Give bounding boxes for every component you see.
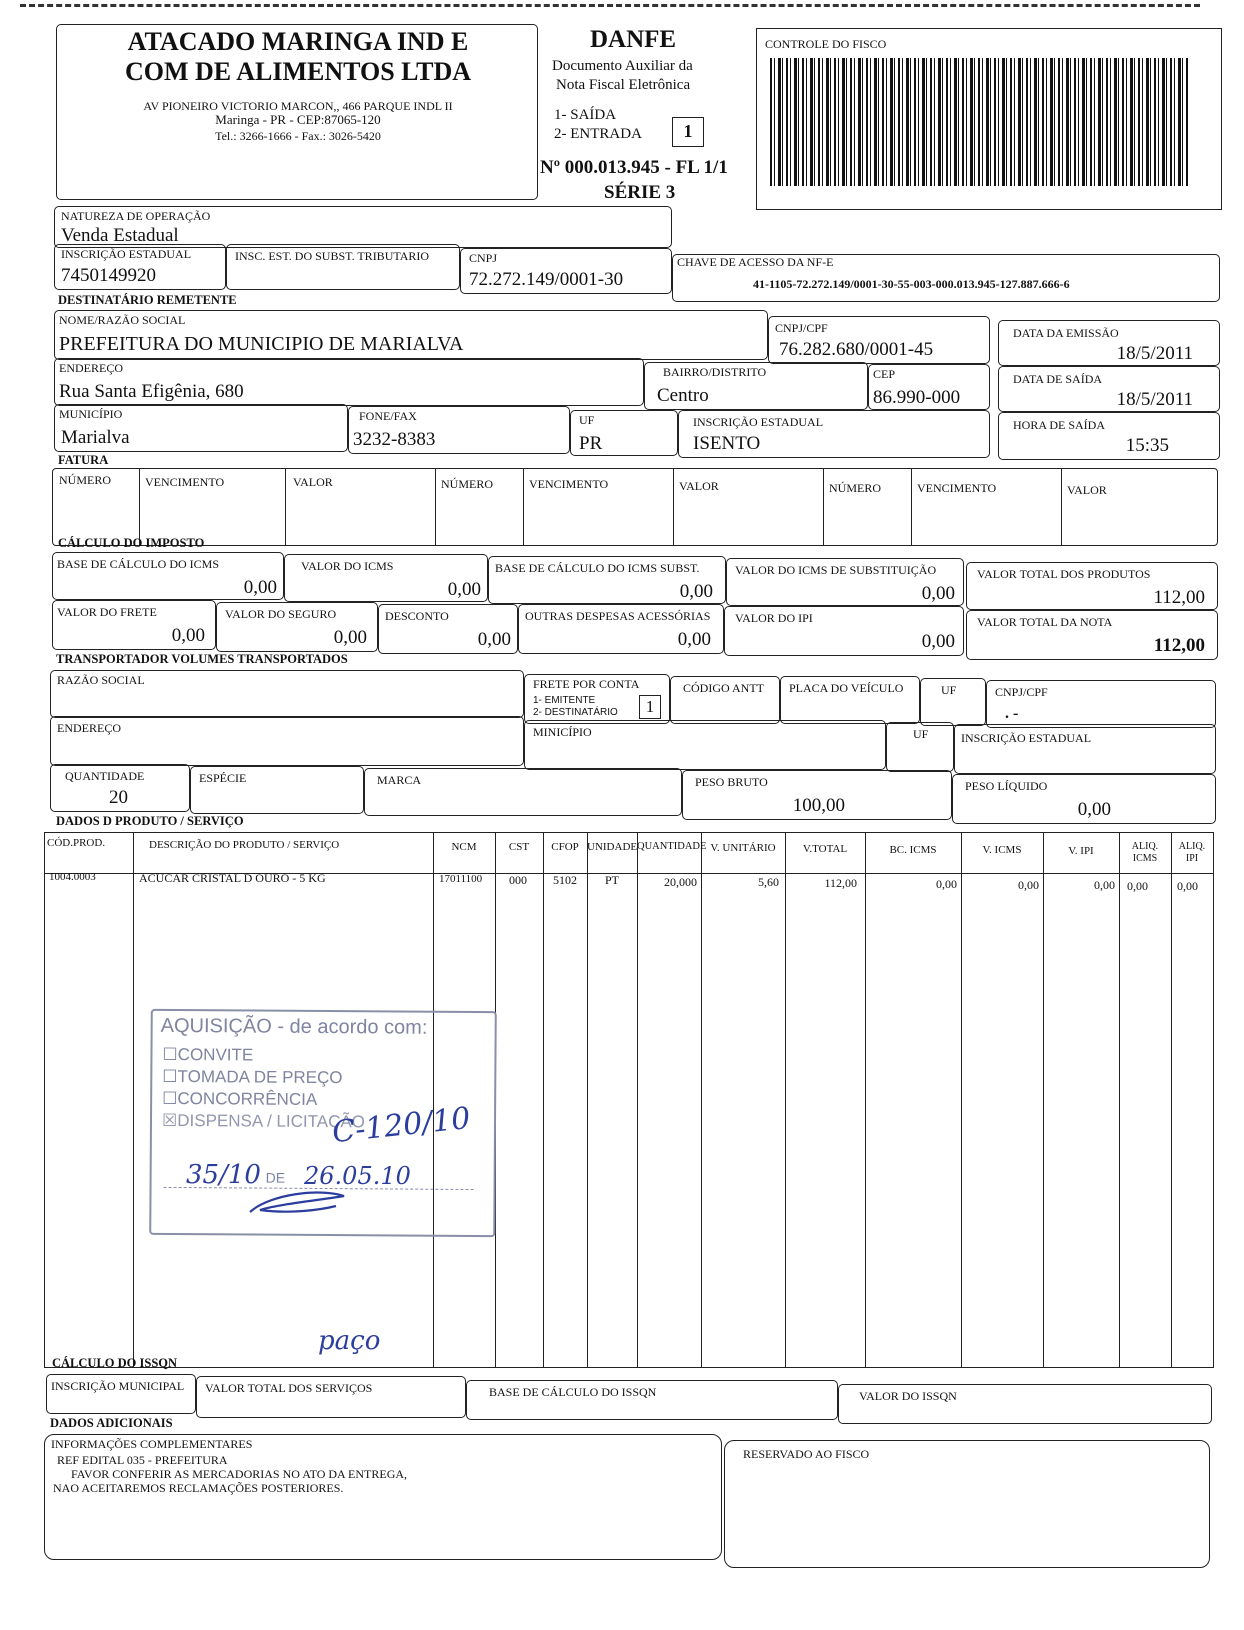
transp-placa-label: PLACA DO VEÍCULO — [789, 681, 904, 695]
base-icms-label: BASE DE CÁLCULO DO ICMS — [57, 557, 220, 571]
stamp-title: AQUISIÇÃO - de acordo com: — [160, 1014, 428, 1039]
info-line-3: NAO ACEITAREMOS RECLAMAÇÕES POSTERIORES. — [53, 1481, 344, 1495]
row-ncm: 17011100 — [439, 873, 483, 885]
transp-municipio-box — [524, 720, 886, 770]
issqn-valor-box — [838, 1384, 1212, 1424]
ie-box — [54, 244, 226, 290]
th-desc: DESCRIÇÃO DO PRODUTO / SERVIÇO — [149, 839, 340, 851]
fatura-valor-3: VALOR — [1067, 483, 1107, 497]
stamp-option-convite: ☐CONVITE — [162, 1044, 254, 1065]
issqn-servicos-label: VALOR TOTAL DOS SERVIÇOS — [205, 1381, 373, 1395]
transp-frete-value: 1 — [645, 697, 655, 716]
fatura-vencimento-3: VENCIMENTO — [917, 481, 997, 495]
natureza-value: Venda Estadual — [61, 225, 179, 246]
th-aliq-icms-2: ICMS — [1132, 853, 1158, 864]
total-produtos-box — [966, 562, 1218, 610]
th-cod: CÓD.PROD. — [47, 837, 106, 849]
transp-razao-box — [50, 670, 524, 718]
row-vtotal: 112,00 — [824, 876, 857, 890]
base-icms-value: 0,00 — [243, 577, 277, 598]
ipi-box — [724, 606, 964, 656]
stamp-option-tomada: ☐TOMADA DE PREÇO — [162, 1066, 343, 1088]
imposto-section: CÁLCULO DO IMPOSTO — [58, 536, 205, 550]
fatura-valor-2: VALOR — [679, 479, 719, 493]
total-produtos-value: 112,00 — [1153, 587, 1205, 608]
transp-marca-box — [364, 768, 682, 816]
stamp-option-dispensa-label: DISPENSA / LICITAÇÃO — [177, 1110, 366, 1132]
info-complementares-label: INFORMAÇÕES COMPLEMENTARES — [51, 1437, 253, 1451]
th-aliq-icms-1: ALIQ. — [1131, 841, 1159, 852]
danfe-entrada: 2- ENTRADA — [554, 126, 642, 142]
stamp-de: DE — [265, 1169, 286, 1186]
dest-hora-value: 15:35 — [1125, 435, 1169, 456]
transp-razao-label: RAZÃO SOCIAL — [57, 673, 145, 687]
transp-quantidade-box — [50, 764, 190, 812]
th-vtotal: V.TOTAL — [802, 843, 848, 855]
transp-cnpj-value: . - — [1005, 705, 1019, 722]
th-aliq-ipi-2: IPI — [1185, 853, 1199, 864]
transp-uf2-box — [886, 722, 954, 772]
row-vunit: 5,60 — [758, 875, 779, 889]
reservado-fisco-label: RESERVADO AO FISCO — [743, 1447, 870, 1461]
frete-value: 0,00 — [171, 625, 205, 646]
issqn-section: CÁLCULO DO ISSQN — [52, 1356, 178, 1370]
ipi-label: VALOR DO IPI — [735, 611, 813, 625]
dest-bairro-value: Centro — [657, 385, 709, 406]
row-aliq-ipi: 0,00 — [1177, 879, 1198, 893]
row-unidade: PT — [605, 873, 620, 887]
dest-nome-box — [54, 310, 768, 360]
transp-frete-opt1: 1- EMITENTE — [533, 695, 596, 706]
total-nota-value: 112,00 — [1153, 635, 1205, 656]
outras-label: OUTRAS DESPESAS ACESSÓRIAS — [525, 609, 711, 623]
transp-peso-bruto-box — [682, 770, 952, 820]
transp-frete-opt2: 2- DESTINATÁRIO — [533, 707, 618, 718]
company-name-line1: ATACADO MARINGA IND E — [127, 27, 469, 56]
valor-subst-label: VALOR DO ICMS DE SUBSTITUIÇÃO — [735, 563, 937, 577]
dest-cnpj-label: CNPJ/CPF — [775, 321, 828, 335]
row-aliq-icms: 0,00 — [1127, 879, 1148, 893]
dest-ie-label: INSCRIÇÃO ESTADUAL — [693, 415, 824, 429]
transp-cnpj-box — [986, 680, 1216, 728]
desconto-label: DESCONTO — [385, 609, 449, 623]
dest-municipio-value: Marialva — [61, 427, 130, 448]
th-vicms: V. ICMS — [982, 844, 1022, 856]
hand-code: C-120/10 — [330, 1100, 473, 1151]
dest-uf-label: UF — [579, 413, 595, 427]
emitente-box — [56, 24, 538, 200]
th-unidade: UNIDADE — [587, 841, 638, 853]
dest-bairro-label: BAIRRO/DISTRITO — [663, 365, 767, 379]
total-produtos-label: VALOR TOTAL DOS PRODUTOS — [977, 567, 1151, 581]
row-vipi: 0,00 — [1094, 878, 1115, 892]
hand-number: 35/10 — [186, 1160, 261, 1190]
hand-date: 26.05.10 — [304, 1162, 411, 1190]
th-cst: CST — [508, 841, 530, 853]
th-ncm: NCM — [451, 841, 477, 853]
transp-especie-box — [190, 766, 364, 814]
dest-endereco-box — [54, 358, 644, 406]
dest-municipio-label: MUNICÍPIO — [59, 407, 123, 421]
dest-saida-value: 18/5/2011 — [1116, 389, 1193, 410]
seguro-value: 0,00 — [333, 627, 367, 648]
dest-endereco-label: ENDEREÇO — [59, 361, 123, 375]
danfe-serie: SÉRIE 3 — [604, 182, 676, 203]
dest-fone-value: 3232-8383 — [353, 429, 436, 450]
fatura-section: FATURA — [58, 453, 109, 467]
dest-fone-label: FONE/FAX — [359, 409, 417, 423]
controle-fisco-label: CONTROLE DO FISCO — [765, 37, 887, 51]
dest-ie-value: ISENTO — [693, 433, 761, 454]
valor-subst-box — [726, 558, 964, 606]
dest-uf-box — [570, 410, 678, 456]
transp-uf2-label: UF — [913, 727, 929, 741]
ie-value: 7450149920 — [61, 265, 156, 286]
transp-antt-label: CÓDIGO ANTT — [683, 681, 764, 695]
dest-cep-label: CEP — [873, 367, 896, 381]
dest-cep-box — [868, 364, 990, 410]
dest-endereco-value: Rua Santa Efigênia, 680 — [59, 381, 244, 402]
dest-uf-value: PR — [579, 433, 603, 454]
base-subst-label: BASE DE CÁLCULO DO ICMS SUBST. — [495, 561, 700, 575]
chave-value: 41-1105-72.272.149/0001-30-55-003-000.013.945-127.887.666-6 — [753, 277, 1070, 291]
transp-uf-box — [920, 678, 986, 726]
cnpj-label: CNPJ — [469, 251, 498, 265]
company-address: AV PIONEIRO VICTORIO MARCON,, 466 PARQUE INDL II — [143, 99, 453, 113]
row-cst: 000 — [509, 873, 527, 887]
row-quantidade: 20,000 — [664, 875, 697, 889]
destinatario-section: DESTINATÁRIO REMETENTE — [58, 293, 237, 307]
dest-emissao-label: DATA DA EMISSÃO — [1013, 326, 1119, 340]
stamp-option-concorrencia-label: CONCORRÊNCIA — [177, 1088, 318, 1109]
fatura-numero-3: NÚMERO — [829, 481, 882, 495]
ie-label: INSCRIÇÃO ESTADUAL — [61, 247, 192, 261]
info-line-2: FAVOR CONFERIR AS MERCADORIAS NO ATO DA ENTREGA, — [71, 1467, 408, 1481]
adicionais-section: DADOS ADICIONAIS — [50, 1416, 173, 1430]
ipi-value: 0,00 — [921, 631, 955, 652]
th-aliq-ipi-1: ALIQ. — [1178, 841, 1206, 852]
hand-word: paço — [318, 1326, 381, 1356]
natureza-label: NATUREZA DE OPERAÇÃO — [61, 209, 211, 223]
desconto-value: 0,00 — [477, 629, 511, 650]
fatura-numero-1: NÚMERO — [59, 473, 112, 487]
info-line-1: REF EDITAL 035 - PREFEITURA — [57, 1453, 228, 1467]
base-subst-value: 0,00 — [679, 581, 713, 602]
transp-frete-box — [524, 674, 670, 724]
row-desc: ACUCAR CRISTAL D OURO - 5 KG — [139, 871, 326, 885]
base-icms-box — [52, 552, 284, 600]
danfe-title: DANFE — [590, 26, 677, 53]
transp-especie-label: ESPÉCIE — [199, 771, 247, 785]
transp-frete-value-box — [639, 695, 661, 719]
stamp-option-convite-label: CONVITE — [177, 1044, 254, 1065]
fatura-vencimento-1: VENCIMENTO — [145, 475, 225, 489]
cnpj-value: 72.272.149/0001-30 — [469, 269, 624, 290]
transp-quantidade-value: 20 — [109, 787, 128, 808]
transportador-section: TRANSPORTADOR VOLUMES TRANSPORTADOS — [56, 652, 348, 666]
dest-bairro-box — [644, 362, 868, 410]
barcode — [770, 58, 1188, 186]
dest-cnpj-value: 76.282.680/0001-45 — [779, 339, 934, 360]
dest-nome-value: PREFEITURA DO MUNICIPIO DE MARIALVA — [59, 333, 464, 355]
transp-peso-liquido-box — [952, 774, 1216, 824]
company-phones: Tel.: 3266-1666 - Fax.: 3026-5420 — [215, 129, 381, 143]
issqn-im-label: INSCRIÇÃO MUNICIPAL — [51, 1379, 185, 1393]
total-nota-label: VALOR TOTAL DA NOTA — [977, 615, 1113, 629]
outras-value: 0,00 — [677, 629, 711, 650]
issqn-valor-label: VALOR DO ISSQN — [859, 1389, 957, 1403]
valor-icms-label: VALOR DO ICMS — [301, 559, 394, 573]
dest-nome-label: NOME/RAZÃO SOCIAL — [59, 313, 186, 327]
dest-cep-value: 86.990-000 — [873, 387, 961, 408]
transp-quantidade-label: QUANTIDADE — [65, 769, 145, 783]
dest-hora-label: HORA DE SAÍDA — [1013, 418, 1106, 432]
dest-emissao-box — [998, 320, 1220, 366]
transp-peso-liquido-value: 0,00 — [1077, 799, 1111, 820]
fatura-box — [52, 468, 1218, 546]
dest-cnpj-box — [768, 316, 990, 364]
transp-ie-box — [954, 724, 1216, 774]
signature — [240, 1184, 360, 1224]
danfe-subtitle-2: Nota Fiscal Eletrônica — [556, 77, 691, 93]
dest-saida-label: DATA DE SAÍDA — [1013, 372, 1103, 386]
transp-antt-box — [670, 676, 780, 724]
row-cfop: 5102 — [553, 873, 577, 887]
reservado-fisco-box — [724, 1440, 1210, 1568]
natureza-box — [54, 206, 672, 248]
dest-emissao-value: 18/5/2011 — [1116, 343, 1193, 364]
total-nota-box — [966, 610, 1218, 660]
th-bcicms: BC. ICMS — [889, 844, 937, 856]
base-subst-box — [488, 556, 726, 604]
transp-peso-bruto-value: 100,00 — [792, 795, 845, 816]
transp-ie-label: INSCRIÇÃO ESTADUAL — [961, 731, 1092, 745]
danfe-numero: Nº 000.013.945 - FL 1/1 — [540, 157, 728, 178]
transp-peso-liquido-label: PESO LÍQUIDO — [965, 779, 1048, 793]
tear-edge — [20, 4, 1200, 7]
transp-frete-label: FRETE POR CONTA — [533, 677, 640, 691]
valor-icms-value: 0,00 — [447, 579, 481, 600]
row-bcicms: 0,00 — [936, 877, 957, 891]
valor-subst-value: 0,00 — [921, 583, 955, 604]
desconto-box — [378, 604, 518, 654]
issqn-base-box — [466, 1380, 838, 1420]
row-vicms: 0,00 — [1018, 878, 1039, 892]
seguro-label: VALOR DO SEGURO — [225, 607, 337, 621]
th-vunit: V. UNITÁRIO — [710, 842, 776, 854]
seguro-box — [216, 602, 378, 652]
danfe-subtitle-1: Documento Auxiliar da — [552, 58, 693, 74]
transp-endereco-label: ENDEREÇO — [57, 721, 121, 735]
produtos-section: DADOS D PRODUTO / SERVIÇO — [56, 814, 244, 828]
th-vipi: V. IPI — [1068, 845, 1094, 857]
transp-peso-bruto-label: PESO BRUTO — [695, 775, 768, 789]
danfe-saida: 1- SAÍDA — [554, 107, 617, 123]
dest-hora-box — [998, 412, 1220, 460]
th-quantidade: QUANTIDADE — [637, 841, 707, 852]
stamp-option-tomada-label: TOMADA DE PREÇO — [177, 1066, 343, 1088]
dest-municipio-box — [54, 404, 348, 452]
issqn-servicos-box — [196, 1376, 466, 1418]
outras-box — [518, 604, 724, 654]
dest-ie-box — [678, 410, 990, 458]
issqn-im-box — [46, 1374, 196, 1414]
dest-fone-box — [348, 406, 570, 454]
th-cfop: CFOP — [551, 841, 579, 853]
cnpj-box — [460, 248, 672, 294]
fatura-vencimento-2: VENCIMENTO — [529, 477, 609, 491]
transp-uf-label: UF — [941, 683, 957, 697]
valor-icms-box — [284, 554, 488, 602]
info-complementares-box — [44, 1434, 722, 1560]
fatura-numero-2: NÚMERO — [441, 477, 494, 491]
transp-endereco-box — [50, 716, 524, 766]
transp-marca-label: MARCA — [377, 773, 422, 787]
chave-label: CHAVE DE ACESSO DA NF-E — [677, 255, 834, 269]
danfe-tipo: 1 — [683, 121, 693, 141]
issqn-base-label: BASE DE CÁLCULO DO ISSQN — [489, 1385, 657, 1399]
danfe-tipo-box — [672, 117, 704, 147]
stamp-option-concorrencia: ☐CONCORRÊNCIA — [162, 1088, 318, 1109]
fatura-valor-1: VALOR — [293, 475, 333, 489]
ie-subst-box — [226, 244, 460, 290]
company-name-line2: COM DE ALIMENTOS LTDA — [124, 57, 472, 86]
stamp-option-dispensa: ☒DISPENSA / LICITAÇÃO — [161, 1110, 366, 1132]
row-cod: 1004.0003 — [49, 871, 96, 883]
company-city: Maringa - PR - CEP:87065-120 — [215, 112, 381, 127]
frete-label: VALOR DO FRETE — [57, 605, 157, 619]
dest-saida-box — [998, 366, 1220, 412]
transp-cnpj-label: CNPJ/CPF — [995, 685, 1048, 699]
ie-subst-label: INSC. EST. DO SUBST. TRIBUTARIO — [235, 249, 430, 263]
transp-placa-box — [780, 676, 920, 724]
chave-box — [672, 254, 1220, 302]
frete-box — [52, 600, 216, 650]
transp-municipio-label: MINICÍPIO — [533, 725, 592, 739]
